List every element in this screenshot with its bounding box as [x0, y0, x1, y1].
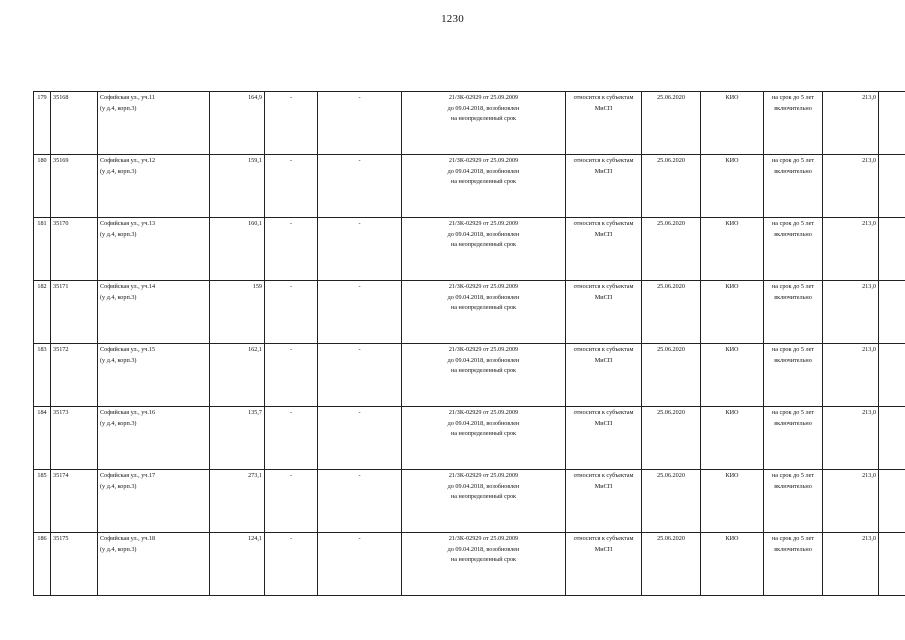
address-text: (у д.4, корп.3): [100, 293, 137, 301]
area-cell: [210, 218, 265, 281]
registry-number-cell: [51, 218, 98, 281]
term-text: на срок до 5 лет: [771, 472, 815, 479]
date-cell: [642, 92, 701, 155]
row-number-cell: [34, 470, 51, 533]
authority-text: КИО: [725, 157, 739, 164]
msp-status-text: МиСП: [594, 419, 613, 427]
date-cell: [642, 155, 701, 218]
document-text: до 09.04.2018, возобновлен: [447, 230, 520, 238]
dash-text: -: [289, 409, 293, 416]
dash-cell: [318, 470, 402, 533]
empty-cell: [879, 344, 905, 407]
row-number-text: 179: [37, 94, 47, 101]
rent-cell: [823, 218, 879, 281]
dash-cell: [265, 470, 318, 533]
document-text: на неопределенный срок: [450, 115, 517, 122]
date-text: 25.06.2020: [657, 535, 685, 542]
msp-status-cell: [566, 407, 642, 470]
msp-status-cell: [566, 92, 642, 155]
registry-number-text: 35173: [53, 409, 69, 416]
address-cell: [98, 533, 210, 596]
address-text: (у д.4, корп.3): [100, 230, 137, 238]
term-text: включительно: [774, 545, 812, 553]
row-number-cell: [34, 344, 51, 407]
dash-cell: [265, 92, 318, 155]
dash-text: -: [289, 472, 293, 479]
msp-status-text: МиСП: [594, 293, 613, 301]
row-number-cell: [34, 155, 51, 218]
rent-text: 213,0: [862, 220, 876, 227]
term-cell: [764, 218, 823, 281]
term-text: на срок до 5 лет: [771, 94, 815, 101]
area-text: 164,9: [248, 94, 262, 101]
address-text: Софийская ул., уч.13: [100, 220, 156, 227]
document-text: 21/ЗК-02929 от 25.09.2009: [448, 220, 519, 227]
document-cell: [402, 92, 566, 155]
authority-cell: [701, 344, 764, 407]
dash-cell: [265, 407, 318, 470]
term-cell: [764, 407, 823, 470]
dash-cell: [265, 344, 318, 407]
term-text: на срок до 5 лет: [771, 220, 815, 227]
area-text: 160,1: [248, 220, 262, 227]
dash-text: -: [358, 94, 361, 101]
address-text: Софийская ул., уч.14: [100, 283, 156, 290]
dash-cell: [265, 155, 318, 218]
address-cell: [98, 407, 210, 470]
document-text: на неопределенный срок: [450, 241, 517, 248]
area-text: 273,1: [248, 472, 262, 479]
rent-cell: [823, 407, 879, 470]
table-row: [34, 533, 905, 596]
row-number-text: 185: [37, 472, 47, 479]
date-text: 25.06.2020: [657, 157, 685, 164]
dash-cell: [318, 155, 402, 218]
dash-text: -: [289, 535, 293, 542]
row-number-text: 184: [37, 409, 47, 416]
authority-cell: [701, 155, 764, 218]
document-cell: [402, 470, 566, 533]
authority-text: КИО: [725, 409, 739, 416]
empty-cell: [879, 218, 905, 281]
msp-status-text: МиСП: [594, 482, 613, 490]
document-text: до 09.04.2018, возобновлен: [447, 545, 520, 553]
rent-cell: [823, 344, 879, 407]
term-text: включительно: [774, 482, 812, 490]
area-text: 159,1: [248, 157, 262, 164]
table-row: [34, 155, 905, 218]
table-row: [34, 281, 905, 344]
document-text: 21/ЗК-02929 от 25.09.2009: [448, 157, 519, 164]
authority-text: КИО: [725, 94, 739, 101]
table-row: [34, 92, 905, 155]
address-cell: [98, 281, 210, 344]
empty-cell: [879, 92, 905, 155]
document-cell: [402, 281, 566, 344]
rent-text: 213,0: [862, 472, 876, 479]
msp-status-cell: [566, 344, 642, 407]
row-number-cell: [34, 407, 51, 470]
term-text: на срок до 5 лет: [771, 283, 815, 290]
table-row: [34, 407, 905, 470]
address-text: (у д.4, корп.3): [100, 545, 137, 553]
area-text: 159: [252, 283, 262, 290]
address-text: (у д.4, корп.3): [100, 104, 137, 112]
term-text: на срок до 5 лет: [771, 346, 815, 353]
address-text: (у д.4, корп.3): [100, 356, 137, 364]
document-text: до 09.04.2018, возобновлен: [447, 356, 520, 364]
dash-text: -: [289, 157, 293, 164]
term-text: включительно: [774, 419, 812, 427]
dash-text: -: [289, 94, 293, 101]
address-text: (у д.4, корп.3): [100, 419, 137, 427]
address-cell: [98, 92, 210, 155]
msp-status-text: МиСП: [594, 104, 613, 112]
row-number-cell: [34, 533, 51, 596]
empty-cell: [879, 470, 905, 533]
area-cell: [210, 407, 265, 470]
registry-number-text: 35175: [53, 535, 69, 542]
registry-number-text: 35174: [53, 472, 69, 479]
document-text: 21/ЗК-02929 от 25.09.2009: [448, 283, 519, 290]
term-cell: [764, 344, 823, 407]
msp-status-text: относится к субъектам: [573, 94, 634, 101]
area-cell: [210, 281, 265, 344]
document-cell: [402, 218, 566, 281]
row-number-text: 181: [37, 220, 47, 227]
registry-number-cell: [51, 281, 98, 344]
msp-status-cell: [566, 470, 642, 533]
term-text: на срок до 5 лет: [771, 535, 815, 542]
address-cell: [98, 155, 210, 218]
document-text: на неопределенный срок: [450, 367, 517, 374]
document-cell: [402, 407, 566, 470]
msp-status-text: относится к субъектам: [573, 346, 634, 353]
address-text: Софийская ул., уч.15: [100, 346, 156, 353]
authority-text: КИО: [725, 346, 739, 353]
msp-status-cell: [566, 218, 642, 281]
dash-cell: [318, 407, 402, 470]
document-cell: [402, 344, 566, 407]
rent-cell: [823, 155, 879, 218]
registry-number-cell: [51, 533, 98, 596]
address-text: Софийская ул., уч.16: [100, 409, 156, 416]
document-text: 21/ЗК-02929 от 25.09.2009: [448, 535, 519, 542]
rent-text: 213,0: [862, 157, 876, 164]
area-cell: [210, 92, 265, 155]
registry-number-text: 35168: [53, 94, 69, 101]
dash-text: -: [289, 346, 293, 353]
date-cell: [642, 407, 701, 470]
authority-cell: [701, 470, 764, 533]
dash-cell: [318, 344, 402, 407]
msp-status-text: относится к субъектам: [573, 283, 634, 290]
document-text: на неопределенный срок: [450, 304, 517, 311]
address-cell: [98, 470, 210, 533]
registry-number-cell: [51, 155, 98, 218]
authority-text: КИО: [725, 283, 739, 290]
rent-text: 213,0: [862, 346, 876, 353]
dash-cell: [318, 218, 402, 281]
area-cell: [210, 344, 265, 407]
dash-text: -: [358, 409, 361, 416]
area-cell: [210, 533, 265, 596]
dash-cell: [318, 281, 402, 344]
authority-cell: [701, 533, 764, 596]
authority-cell: [701, 218, 764, 281]
dash-text: -: [358, 472, 361, 479]
document-text: на неопределенный срок: [450, 493, 517, 500]
rent-text: 213,0: [862, 283, 876, 290]
document-text: на неопределенный срок: [450, 556, 517, 563]
dash-cell: [265, 533, 318, 596]
address-text: Софийская ул., уч.12: [100, 157, 156, 164]
msp-status-text: МиСП: [594, 167, 613, 175]
term-cell: [764, 281, 823, 344]
dash-cell: [265, 281, 318, 344]
rent-cell: [823, 92, 879, 155]
document-cell: [402, 533, 566, 596]
row-number-text: 186: [37, 535, 47, 542]
table-row: [34, 218, 905, 281]
area-text: 135,7: [248, 409, 262, 416]
date-text: 25.06.2020: [657, 94, 685, 101]
registry-number-cell: [51, 470, 98, 533]
document-text: 21/ЗК-02929 от 25.09.2009: [448, 94, 519, 101]
term-cell: [764, 155, 823, 218]
date-cell: [642, 344, 701, 407]
term-text: включительно: [774, 230, 812, 238]
registry-number-text: 35170: [53, 220, 69, 227]
date-text: 25.06.2020: [657, 409, 685, 416]
address-text: (у д.4, корп.3): [100, 167, 137, 175]
empty-cell: [879, 281, 905, 344]
term-text: включительно: [774, 356, 812, 364]
registry-table: [33, 91, 905, 596]
registry-number-text: 35171: [53, 283, 69, 290]
term-text: включительно: [774, 104, 812, 112]
row-number-cell: [34, 92, 51, 155]
document-text: на неопределенный срок: [450, 430, 517, 437]
document-cell: [402, 155, 566, 218]
dash-text: -: [358, 346, 361, 353]
area-cell: [210, 470, 265, 533]
rent-text: 213,0: [862, 94, 876, 101]
empty-cell: [879, 533, 905, 596]
term-cell: [764, 533, 823, 596]
rent-text: 213,0: [862, 535, 876, 542]
page-number: 1230: [441, 13, 464, 25]
authority-cell: [701, 407, 764, 470]
address-text: Софийская ул., уч.11: [100, 94, 155, 101]
registry-rows: [34, 92, 905, 596]
area-text: 124,1: [248, 535, 262, 542]
msp-status-text: относится к субъектам: [573, 157, 634, 164]
registry-number-text: 35172: [53, 346, 69, 353]
term-text: на срок до 5 лет: [771, 157, 815, 164]
document-text: до 09.04.2018, возобновлен: [447, 482, 520, 490]
rent-cell: [823, 470, 879, 533]
msp-status-text: относится к субъектам: [573, 409, 634, 416]
document-text: до 09.04.2018, возобновлен: [447, 167, 520, 175]
msp-status-text: МиСП: [594, 545, 613, 553]
authority-text: КИО: [725, 472, 739, 479]
dash-text: -: [358, 157, 361, 164]
authority-text: КИО: [725, 535, 739, 542]
date-text: 25.06.2020: [657, 472, 685, 479]
dash-text: -: [289, 283, 293, 290]
date-text: 25.06.2020: [657, 346, 685, 353]
msp-status-text: МиСП: [594, 356, 613, 364]
table-row: [34, 470, 905, 533]
msp-status-cell: [566, 281, 642, 344]
dash-text: -: [358, 535, 361, 542]
term-cell: [764, 470, 823, 533]
row-number-cell: [34, 281, 51, 344]
address-text: Софийская ул., уч.17: [100, 472, 156, 479]
document-text: 21/ЗК-02929 от 25.09.2009: [448, 472, 519, 479]
term-text: включительно: [774, 293, 812, 301]
address-text: (у д.4, корп.3): [100, 482, 137, 490]
msp-status-text: МиСП: [594, 230, 613, 238]
area-text: 162,1: [248, 346, 262, 353]
document-text: 21/ЗК-02929 от 25.09.2009: [448, 346, 519, 353]
date-cell: [642, 533, 701, 596]
rent-cell: [823, 533, 879, 596]
rent-cell: [823, 281, 879, 344]
date-text: 25.06.2020: [657, 283, 685, 290]
row-number-text: 180: [37, 157, 47, 164]
registry-number-cell: [51, 344, 98, 407]
authority-text: КИО: [725, 220, 739, 227]
empty-cell: [879, 407, 905, 470]
term-text: включительно: [774, 167, 812, 175]
row-number-text: 183: [37, 346, 47, 353]
address-cell: [98, 218, 210, 281]
document-text: до 09.04.2018, возобновлен: [447, 293, 520, 301]
date-cell: [642, 218, 701, 281]
rent-text: 213,0: [862, 409, 876, 416]
dash-cell: [318, 92, 402, 155]
dash-text: -: [289, 220, 293, 227]
dash-cell: [318, 533, 402, 596]
row-number-text: 182: [37, 283, 47, 290]
registry-number-cell: [51, 92, 98, 155]
registry-number-cell: [51, 407, 98, 470]
document-text: до 09.04.2018, возобновлен: [447, 419, 520, 427]
table-row: [34, 344, 905, 407]
msp-status-text: относится к субъектам: [573, 535, 634, 542]
dash-cell: [265, 218, 318, 281]
address-text: Софийская ул., уч.18: [100, 535, 156, 542]
row-number-cell: [34, 218, 51, 281]
authority-cell: [701, 281, 764, 344]
document-text: до 09.04.2018, возобновлен: [447, 104, 520, 112]
document-text: 21/ЗК-02929 от 25.09.2009: [448, 409, 519, 416]
msp-status-cell: [566, 533, 642, 596]
date-text: 25.06.2020: [657, 220, 685, 227]
msp-status-text: относится к субъектам: [573, 220, 634, 227]
term-text: на срок до 5 лет: [771, 409, 815, 416]
date-cell: [642, 470, 701, 533]
address-cell: [98, 344, 210, 407]
document-text: на неопределенный срок: [450, 178, 517, 185]
authority-cell: [701, 92, 764, 155]
dash-text: -: [358, 220, 361, 227]
empty-cell: [879, 155, 905, 218]
term-cell: [764, 92, 823, 155]
registry-number-text: 35169: [53, 157, 69, 164]
area-cell: [210, 155, 265, 218]
msp-status-text: относится к субъектам: [573, 472, 634, 479]
msp-status-cell: [566, 155, 642, 218]
date-cell: [642, 281, 701, 344]
dash-text: -: [358, 283, 361, 290]
